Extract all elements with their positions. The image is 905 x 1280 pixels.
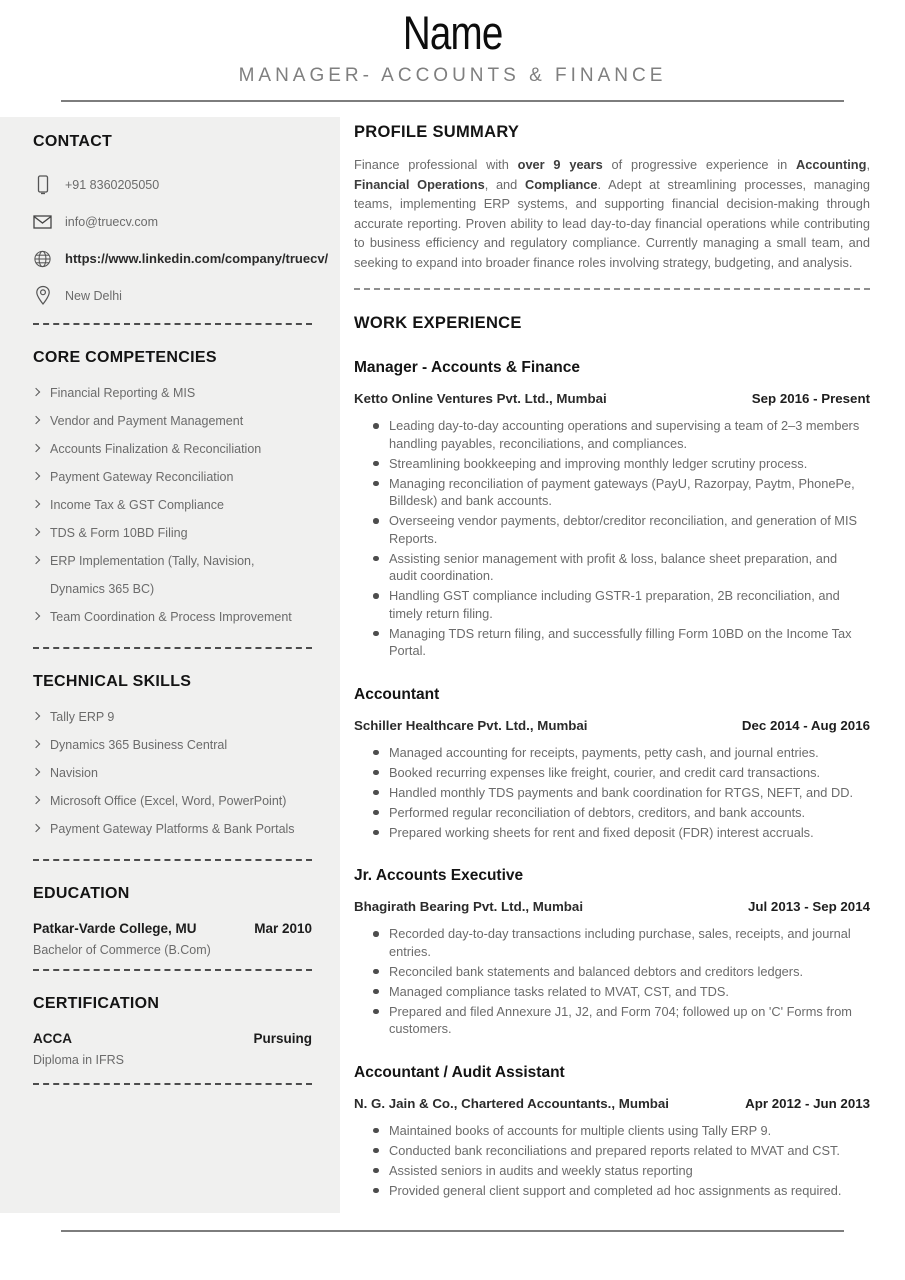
arrow-bullet-icon — [32, 444, 40, 452]
contact-linkedin[interactable]: https://www.linkedin.com/company/truecv/ — [65, 251, 329, 266]
list-item — [33, 603, 312, 631]
arrow-bullet-icon — [32, 740, 40, 748]
company-name: Schiller Healthcare Pvt. Ltd., Mumbai — [354, 717, 588, 733]
summary-segment: , and — [484, 176, 525, 192]
list-item — [33, 815, 312, 843]
arrow-bullet-icon — [32, 824, 40, 832]
profile-summary-text — [354, 155, 870, 272]
list-item — [33, 407, 312, 435]
bullet-item: Prepared and filed Annexure J1, J2, and Form 704; followed up on 'C' Forms from customers. — [372, 1003, 860, 1038]
list-item — [33, 379, 312, 407]
contact-heading: CONTACT — [33, 133, 113, 150]
bullet-item: Booked recurring expenses like freight, courier, and credit card transactions. — [372, 764, 860, 782]
skill-label: Tally ERP 9 — [50, 710, 115, 724]
bullet-item: Handling GST compliance including GSTR-1 preparation, 2B reconciliation, and timely return filing. — [372, 587, 860, 622]
skill-label: Dynamics 365 Business Central — [50, 738, 228, 752]
certification-heading: CERTIFICATION — [33, 995, 160, 1012]
bullet-item: Prepared working sheets for rent and fixed deposit (FDR) interest accruals. — [372, 824, 860, 842]
technical-skills-section — [33, 673, 312, 861]
list-item — [33, 491, 312, 519]
list-item — [33, 435, 312, 463]
certification-detail: Diploma in IFRS — [33, 1053, 124, 1067]
contact-linkedin-row — [33, 247, 329, 270]
contact-email-row — [33, 210, 312, 233]
email-icon — [33, 215, 52, 229]
summary-segment: over 9 years — [517, 157, 603, 172]
job-title: Accountant — [354, 685, 440, 703]
list-item — [33, 463, 312, 491]
skill-label: Payment Gateway Platforms & Bank Portals — [50, 822, 295, 836]
education-entry — [33, 921, 312, 936]
education-section — [33, 885, 312, 971]
job-entry — [354, 867, 870, 1038]
job-bullets — [354, 925, 870, 1038]
contact-location: New Delhi — [65, 288, 122, 303]
competency-label: Financial Reporting & MIS — [50, 386, 196, 400]
arrow-bullet-icon — [32, 388, 40, 396]
summary-segment: Finance professional with — [354, 157, 518, 172]
company-row — [354, 899, 870, 914]
main-column — [340, 117, 905, 1213]
globe-icon — [33, 249, 52, 269]
core-competencies-heading: CORE COMPETENCIES — [33, 349, 217, 366]
summary-segment: of progressive experience in — [602, 157, 797, 172]
company-row — [354, 1096, 870, 1111]
competency-label: Accounts Finalization & Reconciliation — [50, 442, 262, 456]
arrow-bullet-icon — [32, 796, 40, 804]
summary-segment: Compliance — [524, 176, 598, 192]
arrow-bullet-icon — [32, 768, 40, 776]
certification-status: Pursuing — [253, 1031, 312, 1046]
phone-icon — [33, 174, 52, 196]
arrow-bullet-icon — [32, 556, 40, 564]
bullet-item: Provided general client support and completed ad hoc assignments as required. — [372, 1182, 860, 1200]
technical-skills-heading: TECHNICAL SKILLS — [33, 673, 192, 690]
candidate-name: Name — [402, 6, 503, 59]
arrow-bullet-icon — [32, 528, 40, 536]
job-dates: Jul 2013 - Sep 2014 — [748, 899, 870, 914]
job-bullets — [354, 1122, 870, 1200]
list-item — [33, 759, 312, 787]
bullet-item: Leading day-to-day accounting operations and supervising a team of 2–3 members handling payables, reconciliations, and compliances. — [372, 417, 860, 452]
job-bullets — [354, 744, 870, 842]
bullet-item: Managed accounting for receipts, payments, petty cash, and journal entries. — [372, 744, 860, 762]
competency-label: TDS & Form 10BD Filing — [50, 526, 188, 540]
bullet-item: Performed regular reconciliation of debtors, creditors, and bank accounts. — [372, 804, 860, 822]
competency-label: Income Tax & GST Compliance — [50, 498, 224, 512]
summary-segment: Accounting — [796, 157, 867, 172]
competency-label: Vendor and Payment Management — [50, 414, 244, 428]
sidebar-divider — [33, 859, 312, 861]
job-bullets — [354, 417, 870, 660]
sidebar-divider — [33, 969, 312, 971]
contact-location-row — [33, 284, 312, 307]
bullet-item: Assisting senior management with profit & loss, balance sheet preparation, and audit coordination. — [372, 550, 860, 585]
contact-phone-row — [33, 173, 312, 196]
list-item — [33, 519, 312, 547]
candidate-job-title: MANAGER- ACCOUNTS & FINANCE — [238, 65, 667, 86]
bullet-item: Maintained books of accounts for multiple clients using Tally ERP 9. — [372, 1122, 860, 1140]
arrow-bullet-icon — [32, 472, 40, 480]
summary-segment: Financial Operations — [354, 176, 485, 192]
certification-name: ACCA — [33, 1031, 72, 1046]
competency-label: Team Coordination & Process Improvement — [50, 610, 292, 624]
arrow-bullet-icon — [32, 712, 40, 720]
resume-body — [0, 117, 905, 1213]
footer-divider — [61, 1230, 844, 1232]
contact-email[interactable]: info@truecv.com — [65, 214, 159, 229]
job-entry — [354, 359, 870, 660]
job-entry — [354, 1064, 870, 1200]
bullet-item: Reconciled bank statements and balanced debtors and creditors ledgers. — [372, 963, 860, 981]
sidebar — [0, 117, 340, 1213]
arrow-bullet-icon — [32, 612, 40, 620]
location-pin-icon — [33, 285, 52, 306]
bullet-item: Managing TDS return filing, and successfully filling Form 10BD on the Income Tax Portal. — [372, 625, 860, 660]
education-institution: Patkar-Varde College, MU — [33, 921, 197, 936]
arrow-bullet-icon — [32, 500, 40, 508]
sidebar-divider — [33, 323, 312, 325]
job-dates: Sep 2016 - Present — [751, 391, 870, 406]
work-experience-heading: WORK EXPERIENCE — [354, 314, 522, 332]
list-item — [33, 547, 312, 603]
sidebar-divider — [33, 1083, 312, 1085]
bullet-item: Assisted seniors in audits and weekly status reporting — [372, 1162, 860, 1180]
list-item — [33, 731, 312, 759]
competency-label: Payment Gateway Reconciliation — [50, 470, 234, 484]
job-dates: Apr 2012 - Jun 2013 — [745, 1095, 870, 1111]
profile-summary-heading: PROFILE SUMMARY — [354, 123, 520, 141]
company-name: N. G. Jain & Co., Chartered Accountants., Mumbai — [354, 1095, 669, 1111]
job-entry — [354, 686, 870, 842]
sidebar-divider — [33, 647, 312, 649]
certification-section — [33, 995, 312, 1085]
skill-label: Navision — [50, 766, 98, 780]
contact-phone: +91 8360205050 — [65, 177, 160, 192]
certification-entry — [33, 1031, 312, 1046]
technical-skills-list — [33, 703, 312, 843]
core-competencies-list — [33, 379, 312, 631]
job-title: Jr. Accounts Executive — [354, 867, 524, 884]
bullet-item: Managed compliance tasks related to MVAT, CST, and TDS. — [372, 983, 860, 1001]
education-date: Mar 2010 — [254, 921, 312, 936]
work-experience-section — [354, 314, 870, 1199]
bullet-item: Managing reconciliation of payment gateways (PayU, Razorpay, Paytm, PhonePe, Billdesk) and bank accounts. — [372, 475, 860, 510]
company-row — [354, 718, 870, 733]
resume-header — [0, 0, 905, 102]
company-row — [354, 391, 870, 406]
company-name: Bhagirath Bearing Pvt. Ltd., Mumbai — [354, 899, 584, 914]
arrow-bullet-icon — [32, 416, 40, 424]
bullet-item: Handled monthly TDS payments and bank coordination for RTGS, NEFT, and DD. — [372, 784, 860, 802]
skill-label: Microsoft Office (Excel, Word, PowerPoint) — [50, 794, 287, 808]
job-title: Manager - Accounts & Finance — [354, 359, 580, 376]
header-divider — [61, 100, 844, 102]
core-competencies-section — [33, 349, 312, 649]
bullet-item: Conducted bank reconciliations and prepared reports related to MVAT and CST. — [372, 1142, 860, 1160]
main-divider — [354, 288, 870, 290]
job-title: Accountant / Audit Assistant — [354, 1063, 565, 1081]
bullet-item: Overseeing vendor payments, debtor/creditor reconciliation, and generation of MIS Reports. — [372, 512, 860, 547]
bullet-item: Streamlining bookkeeping and improving monthly ledger scrutiny process. — [372, 455, 860, 473]
education-degree: Bachelor of Commerce (B.Com) — [33, 943, 211, 957]
list-item — [33, 787, 312, 815]
summary-segment: . Adept at streamlining processes, managing teams, implementing ERP systems, and supporting financial decision-making through accurate reporting. Proven ability to lead day-to-day financial operations while contributing to business efficiency and regulatory compliance. Currently managing a small team, and seeking to expand into broader finance roles involving strategy, budgeting, and analysis. — [354, 176, 870, 270]
list-item — [33, 703, 312, 731]
company-name: Ketto Online Ventures Pvt. Ltd., Mumbai — [354, 391, 607, 406]
bullet-item: Recorded day-to-day transactions including purchase, sales, receipts, and journal entries. — [372, 925, 860, 960]
education-heading: EDUCATION — [33, 885, 130, 902]
competency-label: ERP Implementation (Tally, Navision, Dynamics 365 BC) — [50, 554, 255, 596]
job-dates: Dec 2014 - Aug 2016 — [741, 717, 870, 733]
summary-segment: , — [866, 157, 870, 172]
